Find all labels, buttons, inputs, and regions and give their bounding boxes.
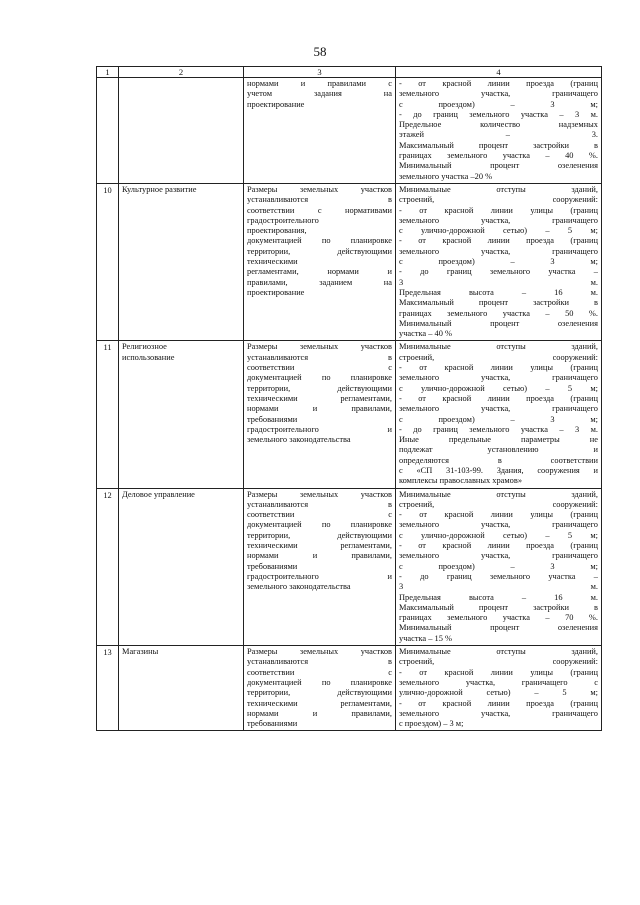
usage-type-line: использование	[122, 352, 175, 362]
parameters-line: с улично-дорожной сетью) – 5 м;	[399, 530, 598, 540]
parameters-line: строений, сооружений:	[399, 499, 598, 509]
plot-size-line: техническими регламентами,	[247, 541, 392, 551]
parameters-line: земельного участка –20 %	[399, 171, 493, 181]
header-cell-1: 1	[97, 67, 119, 78]
parameters-line: - от красной линии проезда (границ	[399, 541, 598, 551]
usage-type-cell	[119, 341, 244, 488]
usage-type-cell	[119, 488, 244, 645]
parameters-cell	[396, 646, 602, 731]
parameters-line: земельного участка, граничащего	[399, 215, 598, 225]
plot-size-line: соответствии с	[247, 510, 392, 520]
plot-size-line: техническими	[247, 257, 298, 267]
parameters-line: земельного участка, граничащего	[399, 520, 598, 530]
parameters-line: подлежат установлению и	[399, 445, 598, 455]
usage-type-line: Деловое управление	[122, 489, 195, 499]
parameters-line: земельного участка, граничащего	[399, 404, 598, 414]
row-number: 10	[97, 183, 119, 340]
parameters-line: Минимальный процент озеленения	[399, 161, 598, 171]
parameters-line: этажей – 3.	[399, 130, 598, 140]
parameters-line: - до границ земельного участка –	[399, 571, 598, 581]
plot-size-line: нормами и правилами с	[247, 79, 392, 88]
parameters-line: 3 м.	[399, 582, 598, 592]
usage-type-cell	[119, 78, 244, 184]
parameters-line: с проездом) – 3 м;	[399, 257, 598, 267]
plot-size-line: устанавливаются в	[247, 195, 392, 205]
parameters-line: - от красной линии улицы (границ	[399, 667, 598, 677]
plot-size-line: техническими регламентами,	[247, 698, 392, 708]
plot-size-line: градостроительного	[247, 215, 319, 225]
plot-size-line: проектирования,	[247, 226, 307, 236]
plot-size-line: устанавливаются в	[247, 657, 392, 667]
table-row	[97, 646, 602, 731]
header-cell-4: 4	[396, 67, 602, 78]
parameters-line: Иные предельные параметры не	[399, 435, 598, 445]
parameters-cell	[396, 341, 602, 488]
zoning-table	[96, 66, 602, 731]
plot-size-line: требованиями	[247, 719, 298, 729]
parameters-line: с проездом) – 3 м;	[399, 99, 598, 109]
parameters-line: - от красной линии улицы (границ	[399, 363, 598, 373]
plot-size-line: соответствии с	[247, 363, 392, 373]
plot-size-line: территории, действующими	[247, 383, 392, 393]
plot-size-cell	[244, 488, 396, 645]
parameters-line: - до границ земельного участка – 3 м.	[399, 109, 598, 119]
parameters-line: участка – 15 %	[399, 633, 452, 643]
table-header-row	[97, 67, 602, 78]
header-cell-3: 3	[244, 67, 396, 78]
parameters-line: с проездом) – 3 м;	[399, 414, 598, 424]
plot-size-cell	[244, 183, 396, 340]
parameters-line: Минимальные отступы зданий,	[399, 489, 598, 499]
plot-size-line: техническими регламентами,	[247, 393, 392, 403]
plot-size-line: Размеры земельных участков	[247, 342, 392, 352]
plot-size-line: градостроительного и	[247, 571, 392, 581]
plot-size-line: документацией по планировке	[247, 236, 392, 246]
row-number	[97, 78, 119, 184]
plot-size-line: земельного законодательства	[247, 582, 351, 592]
parameters-line: Предельная высота – 16 м.	[399, 287, 598, 297]
plot-size-cell	[244, 78, 396, 184]
plot-size-line: учетом задания на	[247, 89, 392, 99]
parameters-line: Максимальный процент застройки в	[399, 602, 598, 612]
usage-type-line: Культурное развитие	[122, 184, 197, 194]
parameters-line: Максимальный процент застройки в	[399, 298, 598, 308]
plot-size-line: документацией по планировке	[247, 373, 392, 383]
plot-size-line: правилами, заданием на	[247, 277, 392, 287]
parameters-line: - до границ земельного участка –	[399, 267, 598, 277]
parameters-line: с улично-дорожной сетью) – 5 м;	[399, 383, 598, 393]
parameters-line: 3 м.	[399, 277, 598, 287]
plot-size-line: требованиями	[247, 561, 298, 571]
plot-size-cell	[244, 646, 396, 731]
parameters-line: земельного участка, граничащего	[399, 551, 598, 561]
plot-size-line: нормами и правилами,	[247, 708, 392, 718]
plot-size-line: устанавливаются в	[247, 499, 392, 509]
parameters-line: - от красной линии улицы (границ	[399, 510, 598, 520]
parameters-line: с улично-дорожной сетью) – 5 м;	[399, 226, 598, 236]
plot-size-line: Размеры земельных участков	[247, 489, 392, 499]
parameters-line: Минимальные отступы зданий,	[399, 184, 598, 194]
parameters-line: участка – 40 %	[399, 329, 452, 339]
plot-size-line: Размеры земельных участков	[247, 184, 392, 194]
parameters-line: Минимальные отступы зданий,	[399, 647, 598, 657]
plot-size-cell	[244, 341, 396, 488]
parameters-line: Предельная высота – 16 м.	[399, 592, 598, 602]
plot-size-line: проектирование	[247, 99, 305, 109]
plot-size-line: территории, действующими	[247, 530, 392, 540]
parameters-line: Минимальные отступы зданий,	[399, 342, 598, 352]
plot-size-line: требованиями	[247, 414, 298, 424]
parameters-line: с «СП 31-103-99. Здания, сооружения и	[399, 465, 598, 475]
usage-type-cell	[119, 183, 244, 340]
table-row	[97, 78, 602, 184]
page-number: 58	[313, 44, 327, 59]
plot-size-line: документацией по планировке	[247, 677, 392, 687]
parameters-line: - от красной линии улицы (границ	[399, 205, 598, 215]
header-cell-2: 2	[119, 67, 244, 78]
parameters-cell	[396, 78, 602, 184]
plot-size-line: земельного законодательства	[247, 435, 351, 445]
parameters-line: границах земельного участка – 70 %.	[399, 613, 598, 623]
row-number: 11	[97, 341, 119, 488]
parameters-line: - от красной линии проезда (границ	[399, 236, 598, 246]
parameters-line: с проездом) – 3 м;	[399, 719, 464, 729]
parameters-line: земельного участка, граничащего с	[399, 677, 598, 687]
plot-size-line: соответствии с нормативами	[247, 205, 392, 215]
parameters-line: земельного участка, граничащего	[399, 708, 598, 718]
parameters-line: Минимальный процент озеленения	[399, 623, 598, 633]
plot-size-line: нормами и правилами,	[247, 404, 392, 414]
plot-size-line: территории, действующими	[247, 688, 392, 698]
row-number: 12	[97, 488, 119, 645]
parameters-line: улично-дорожной сетью) – 5 м;	[399, 688, 598, 698]
parameters-line: Предельное количество надземных	[399, 120, 598, 130]
parameters-line: комплексы православных храмов»	[399, 476, 523, 486]
parameters-line: границах земельного участка – 50 %.	[399, 308, 598, 318]
parameters-line: земельного участка, граничащего	[399, 373, 598, 383]
plot-size-line: регламентами, нормами и	[247, 267, 392, 277]
parameters-line: - от красной линии проезда (границ	[399, 698, 598, 708]
parameters-line: строений, сооружений:	[399, 352, 598, 362]
plot-size-line: проектирование	[247, 287, 305, 297]
usage-type-line: Магазины	[122, 647, 159, 657]
plot-size-line: соответствии с	[247, 667, 392, 677]
parameters-line: - от красной линии проезда (границ	[399, 79, 598, 88]
parameters-line: строений, сооружений:	[399, 195, 598, 205]
parameters-line: границах земельного участка – 40 %.	[399, 151, 598, 161]
plot-size-line: территории, действующими	[247, 246, 392, 256]
parameters-cell	[396, 488, 602, 645]
parameters-line: Максимальный процент застройки в	[399, 140, 598, 150]
parameters-cell	[396, 183, 602, 340]
parameters-line: строений, сооружений:	[399, 657, 598, 667]
parameters-line: земельного участка, граничащего	[399, 89, 598, 99]
parameters-line: - до границ земельного участка – 3 м.	[399, 424, 598, 434]
parameters-line: Минимальный процент озеленения	[399, 318, 598, 328]
plot-size-line: документацией по планировке	[247, 520, 392, 530]
plot-size-line: Размеры земельных участков	[247, 647, 392, 657]
row-number: 13	[97, 646, 119, 731]
parameters-line: земельного участка, граничащего	[399, 246, 598, 256]
plot-size-line: нормами и правилами,	[247, 551, 392, 561]
usage-type-cell	[119, 646, 244, 731]
plot-size-line: градостроительного и	[247, 424, 392, 434]
parameters-line: определяются в соответствии	[399, 455, 598, 465]
table-row	[97, 183, 602, 340]
table-row	[97, 488, 602, 645]
parameters-line: с проездом) – 3 м;	[399, 561, 598, 571]
usage-type-line: Религиозное	[122, 342, 167, 352]
table-row	[97, 341, 602, 488]
parameters-line: - от красной линии проезда (границ	[399, 393, 598, 403]
plot-size-line: устанавливаются в	[247, 352, 392, 362]
